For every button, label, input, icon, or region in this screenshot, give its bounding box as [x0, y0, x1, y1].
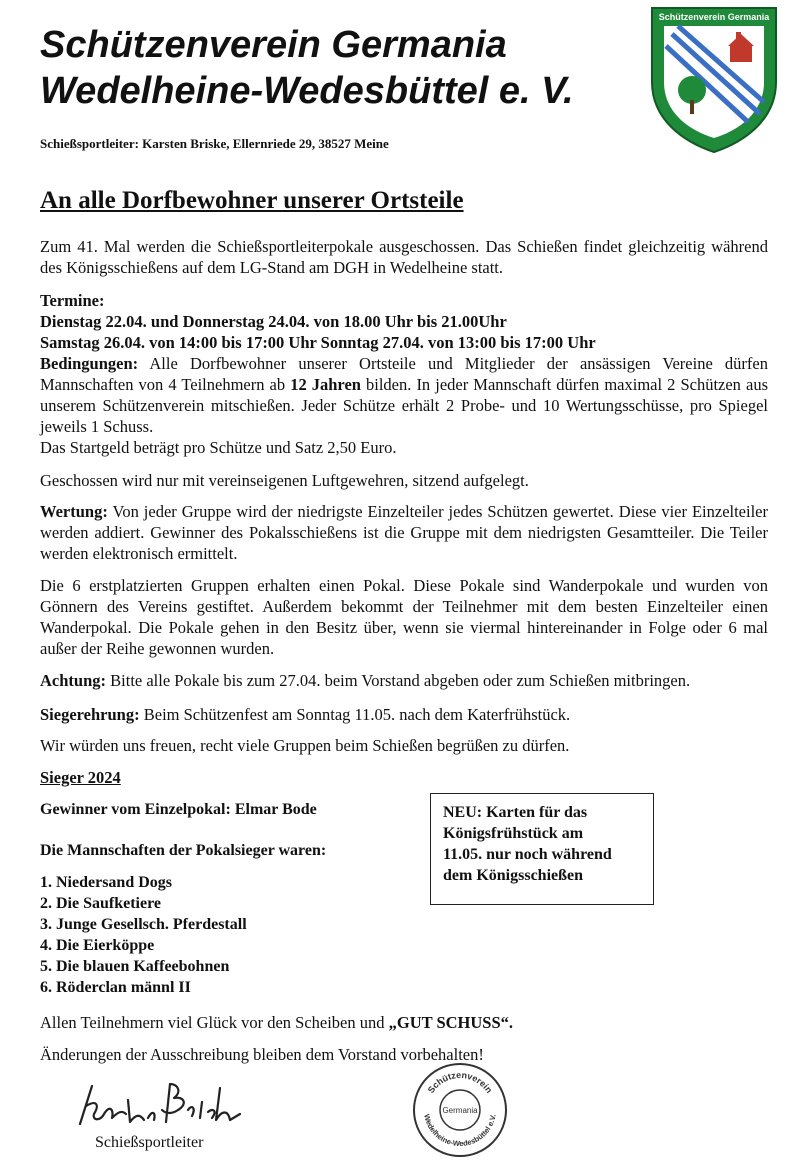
neu-line2: Königsfrühstück am — [443, 825, 584, 842]
stamp-bottom-text: Wedelheine-Wedesbüttel e.V. — [422, 1113, 498, 1149]
neu-line3: 11.05. nur noch während — [443, 846, 612, 863]
einzel-winner: Gewinner vom Einzelpokal: Elmar Bode — [40, 801, 317, 818]
signature-label: Schießsportleiter — [95, 1134, 204, 1151]
team-item: 1. Niedersand Dogs — [40, 874, 173, 891]
achtung-text: Bitte alle Pokale bis zum 27.04. beim Vorstand abgeben oder zum Schießen mitbringen. — [106, 671, 691, 690]
termine-line1: Dienstag 22.04. und Donnerstag 24.04. von 18.00 Uhr bis 21.00Uhr — [40, 312, 507, 331]
signature-handwriting — [70, 1074, 270, 1134]
startgeld-line: Das Startgeld beträgt pro Schütze und Satz 2,50 Euro. — [40, 438, 397, 457]
wertung-label: Wertung: — [40, 502, 108, 521]
stamp-center-text: Germania — [442, 1106, 478, 1115]
club-crest-logo — [648, 4, 780, 154]
team-item: 5. Die blauen Kaffeebohnen — [40, 958, 230, 975]
sieger-heading: Sieger 2024 — [40, 768, 121, 787]
team-item: 3. Junge Gesellsch. Pferdestall — [40, 916, 247, 933]
siegerehrung-line — [40, 704, 570, 725]
club-name-line1: Schützenverein Germania — [40, 24, 507, 66]
page-headline: An alle Dorfbewohner unserer Ortsteile — [40, 187, 464, 214]
club-stamp — [410, 1060, 510, 1160]
aenderungen-line: Änderungen der Ausschreibung bleiben dem Vorstand vorbehalten! — [40, 1045, 484, 1064]
team-item: 2. Die Saufketiere — [40, 895, 162, 912]
geschossen-line: Geschossen wird nur mit vereinseigenen Luftgewehren, sitzend aufgelegt. — [40, 471, 529, 490]
siegerehrung-label: Siegerehrung: — [40, 705, 140, 724]
svg-text:Schützenverein — [426, 1070, 495, 1095]
crest-banner-text: Schützenverein Germania — [658, 12, 770, 22]
team-item: 4. Die Eierköppe — [40, 937, 155, 954]
bedingungen-text-b: bilden. In jeder Mannschaft dürfen maximal 2 Schützen aus unserem Schützenverein mitschießen. Jeder Schütze erhält 2 Probe- und 10 Wertungsschüsse, pro Spiegel jeweils 1 Schuss. — [40, 375, 768, 436]
achtung-label: Achtung: — [40, 671, 107, 690]
siegerehrung-text: Beim Schützenfest am Sonntag 11.05. nach dem Katerfrühstück. — [139, 705, 571, 724]
neu-line1: NEU: Karten für das — [443, 804, 588, 821]
freuen-line: Wir würden uns freuen, recht viele Gruppen beim Schießen begrüßen zu dürfen. — [40, 736, 570, 755]
teams-heading: Die Mannschaften der Pokalsieger waren: — [40, 842, 327, 859]
neu-line4: dem Königsschießen — [443, 867, 584, 884]
glueck-line — [40, 1012, 513, 1033]
glueck-text: Allen Teilnehmern viel Glück vor den Scheiben und — [40, 1013, 389, 1032]
termine-line2: Samstag 26.04. von 14:00 bis 17:00 Uhr Sonntag 27.04. von 13:00 bis 17:00 Uhr — [40, 333, 596, 352]
club-name-line2: Wedelheine-Wedesbüttel e. V. — [40, 70, 574, 112]
bedingungen-label: Bedingungen: — [40, 354, 139, 373]
achtung-line — [40, 670, 690, 691]
stamp-top-text: Schützenverein — [425, 1069, 495, 1095]
bedingungen-age: 12 Jahren — [290, 375, 361, 394]
termine-label: Termine: — [40, 291, 105, 310]
gut-schuss: „GUT SCHUSS“. — [388, 1013, 514, 1032]
bedingungen-paragraph — [40, 353, 768, 437]
leader-info: Schießsportleiter: Karsten Briske, Ellernriede 29, 38527 Meine — [40, 136, 389, 151]
bedingungen-text-a: Alle Dorfbewohner unserer Ortsteile und Mitglieder der ansässigen Vereine dürfen Mannschaften von 4 Teilnehmern ab — [40, 354, 768, 394]
pokale-paragraph: Die 6 erstplatzierten Gruppen erhalten einen Pokal. Diese Pokale sind Wanderpokale und wurden von Gönnern des Vereins gestiftet. Außerdem bekommt der Teilnehmer mit dem besten Einzelteiler einen Wanderpokal. Die Pokale gehen in den Besitz über, wenn sie viermal hintereinander in Folge oder 6 mal außer der Reihe gewonnen wurden. — [40, 576, 768, 658]
neu-notice-box — [430, 793, 654, 905]
wertung-text: Von jeder Gruppe wird der niedrigste Einzelteiler jedes Schützen gewertet. Diese vier Einzelteiler werden addiert. Gewinner des Pokalsschießens ist die Gruppe mit dem niedrigsten Gesamtteiler. Die Teiler werden elektronisch ermittelt. — [40, 502, 768, 563]
intro-paragraph: Zum 41. Mal werden die Schießsportleiterpokale ausgeschossen. Das Schießen findet gleichzeitig während des Königsschießens auf dem LG-Stand am DGH in Wedelheine statt. — [40, 237, 768, 277]
team-item: 6. Röderclan männl II — [40, 979, 191, 996]
wertung-paragraph — [40, 501, 768, 564]
